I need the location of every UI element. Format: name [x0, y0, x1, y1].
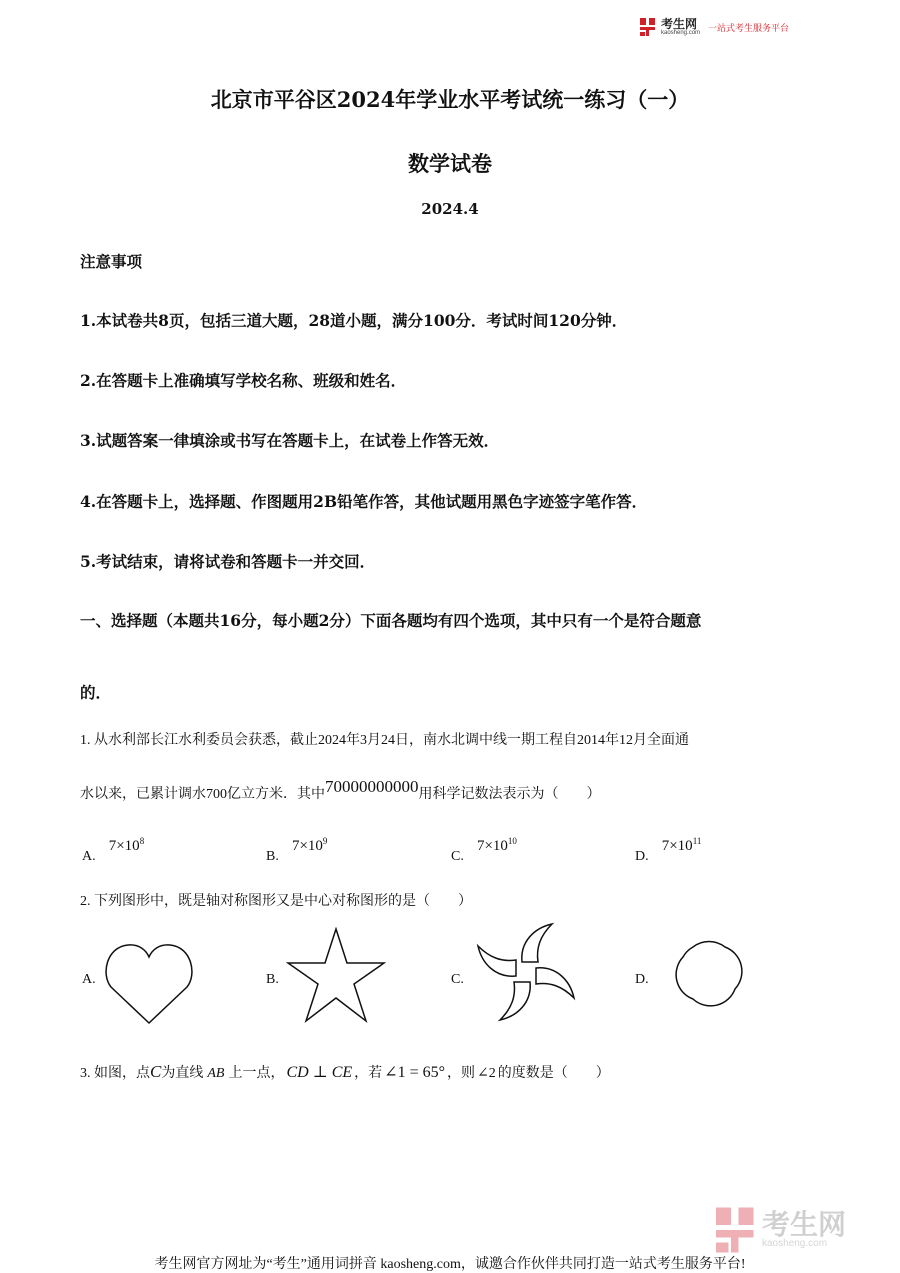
q3-perp: CD ⊥ CE [286, 1064, 353, 1081]
exam-title: 北京市平谷区2024年学业水平考试统一练习（一） [210, 87, 690, 112]
watermark-logo-icon [716, 1207, 756, 1253]
q3-line-ab: AB [207, 1066, 225, 1081]
note-item: 3.试题答案一律填涂或书写在答题卡上，在试卷上作答无效． [80, 431, 500, 450]
notes-heading: 注意事项 [80, 252, 143, 271]
q2-option-d[interactable] [635, 925, 775, 1030]
kaosheng-logo-icon [640, 18, 656, 36]
option-label: C. [451, 972, 464, 987]
header-logo [640, 18, 789, 36]
q3-text: ，若 [354, 1066, 383, 1081]
logo-slogan: 一站式考生服务平台 [708, 23, 790, 34]
q1-option-c[interactable] [451, 835, 517, 864]
watermark-name: 考生网 [762, 1208, 847, 1241]
watermark-url: kaosheng.com [762, 1238, 828, 1249]
option-label: B. [266, 972, 279, 987]
option-label: C. [451, 849, 464, 864]
logo-text [661, 18, 700, 36]
q3-angle2: ∠2 [477, 1066, 496, 1081]
quatrefoil-shape-icon [653, 917, 765, 1029]
q1-stem-line2 [80, 777, 601, 803]
option-label: A. [82, 972, 96, 987]
q1-option-a[interactable] [82, 835, 145, 864]
q2-option-c[interactable] [451, 925, 591, 1030]
exam-subject: 数学试卷 [408, 151, 492, 176]
q3-text: 3. 如图，点 [80, 1066, 150, 1081]
q1-number: 70000000000 [325, 777, 419, 796]
section-heading: 一、选择题（本题共16分，每小题2分）下面各题均有四个选项，其中只有一个是符合题意 [80, 611, 702, 630]
option-value: $7\times 10^{10}$ [476, 836, 517, 854]
q3-point-c: C [150, 1062, 162, 1081]
option-label: B. [266, 849, 279, 864]
q3-stem [80, 1062, 610, 1082]
q1-option-d[interactable] [635, 835, 702, 864]
q2-option-b[interactable] [266, 925, 406, 1030]
star-shape-icon [286, 927, 386, 1025]
q3-text: 上一点， [228, 1066, 285, 1081]
logo-name: 考生网 [661, 17, 698, 31]
note-item: 1.本试卷共8页，包括三道大题，28道小题，满分100分．考试时间120分钟． [80, 311, 628, 330]
q3-text: 为直线 [161, 1066, 204, 1081]
note-item: 2.在答题卡上准确填写学校名称、班级和姓名． [80, 371, 407, 390]
footer-text: 考生网官方网址为“考生”通用词拼音 kaosheng.com，诚邀合作伙伴共同打造一站式考生服务平台! [154, 1257, 746, 1272]
watermark-text [762, 1208, 847, 1249]
option-label: D. [635, 849, 649, 864]
option-value: $7\times 10^{11}$ [661, 836, 702, 854]
q3-text: ，则 [447, 1066, 475, 1081]
note-item: 4.在答题卡上，选择题、作图题用2B铅笔作答，其他试题用黑色字迹签字笔作答． [80, 492, 648, 511]
q3-text: 的度数是（ ） [497, 1066, 610, 1081]
q1-stem-text-end: 用科学记数法表示为（ ） [418, 787, 601, 802]
option-value: $7\times 10^8$ [108, 836, 145, 854]
heart-shape-icon [104, 937, 194, 1027]
q2-option-a[interactable] [82, 925, 222, 1030]
section-heading-cont: 的． [80, 683, 112, 702]
option-label: A. [82, 849, 96, 864]
q2-stem: 2. 下列图形中，既是轴对称图形又是中心对称图形的是（ ） [80, 894, 472, 909]
option-value: $7\times 10^9$ [291, 836, 328, 854]
q3-angle1: ∠1 = 65° [384, 1064, 445, 1081]
note-item: 5.考试结束，请将试卷和答题卡一并交回． [80, 552, 376, 571]
option-label: D. [635, 972, 649, 987]
q1-stem-text: 水以来，已累计调水700亿立方米．其中 [80, 787, 325, 802]
exam-date: 2024.4 [421, 200, 479, 218]
q1-stem-line1: 1. 从水利部长江水利委员会获悉，截止2024年3月24日，南水北调中线一期工程自2014年12月全面通 [80, 733, 689, 748]
q1-option-b[interactable] [266, 835, 328, 864]
watermark [716, 1207, 846, 1253]
logo-url: kaosheng.com [661, 30, 701, 36]
pinwheel-shape-icon [471, 920, 581, 1025]
